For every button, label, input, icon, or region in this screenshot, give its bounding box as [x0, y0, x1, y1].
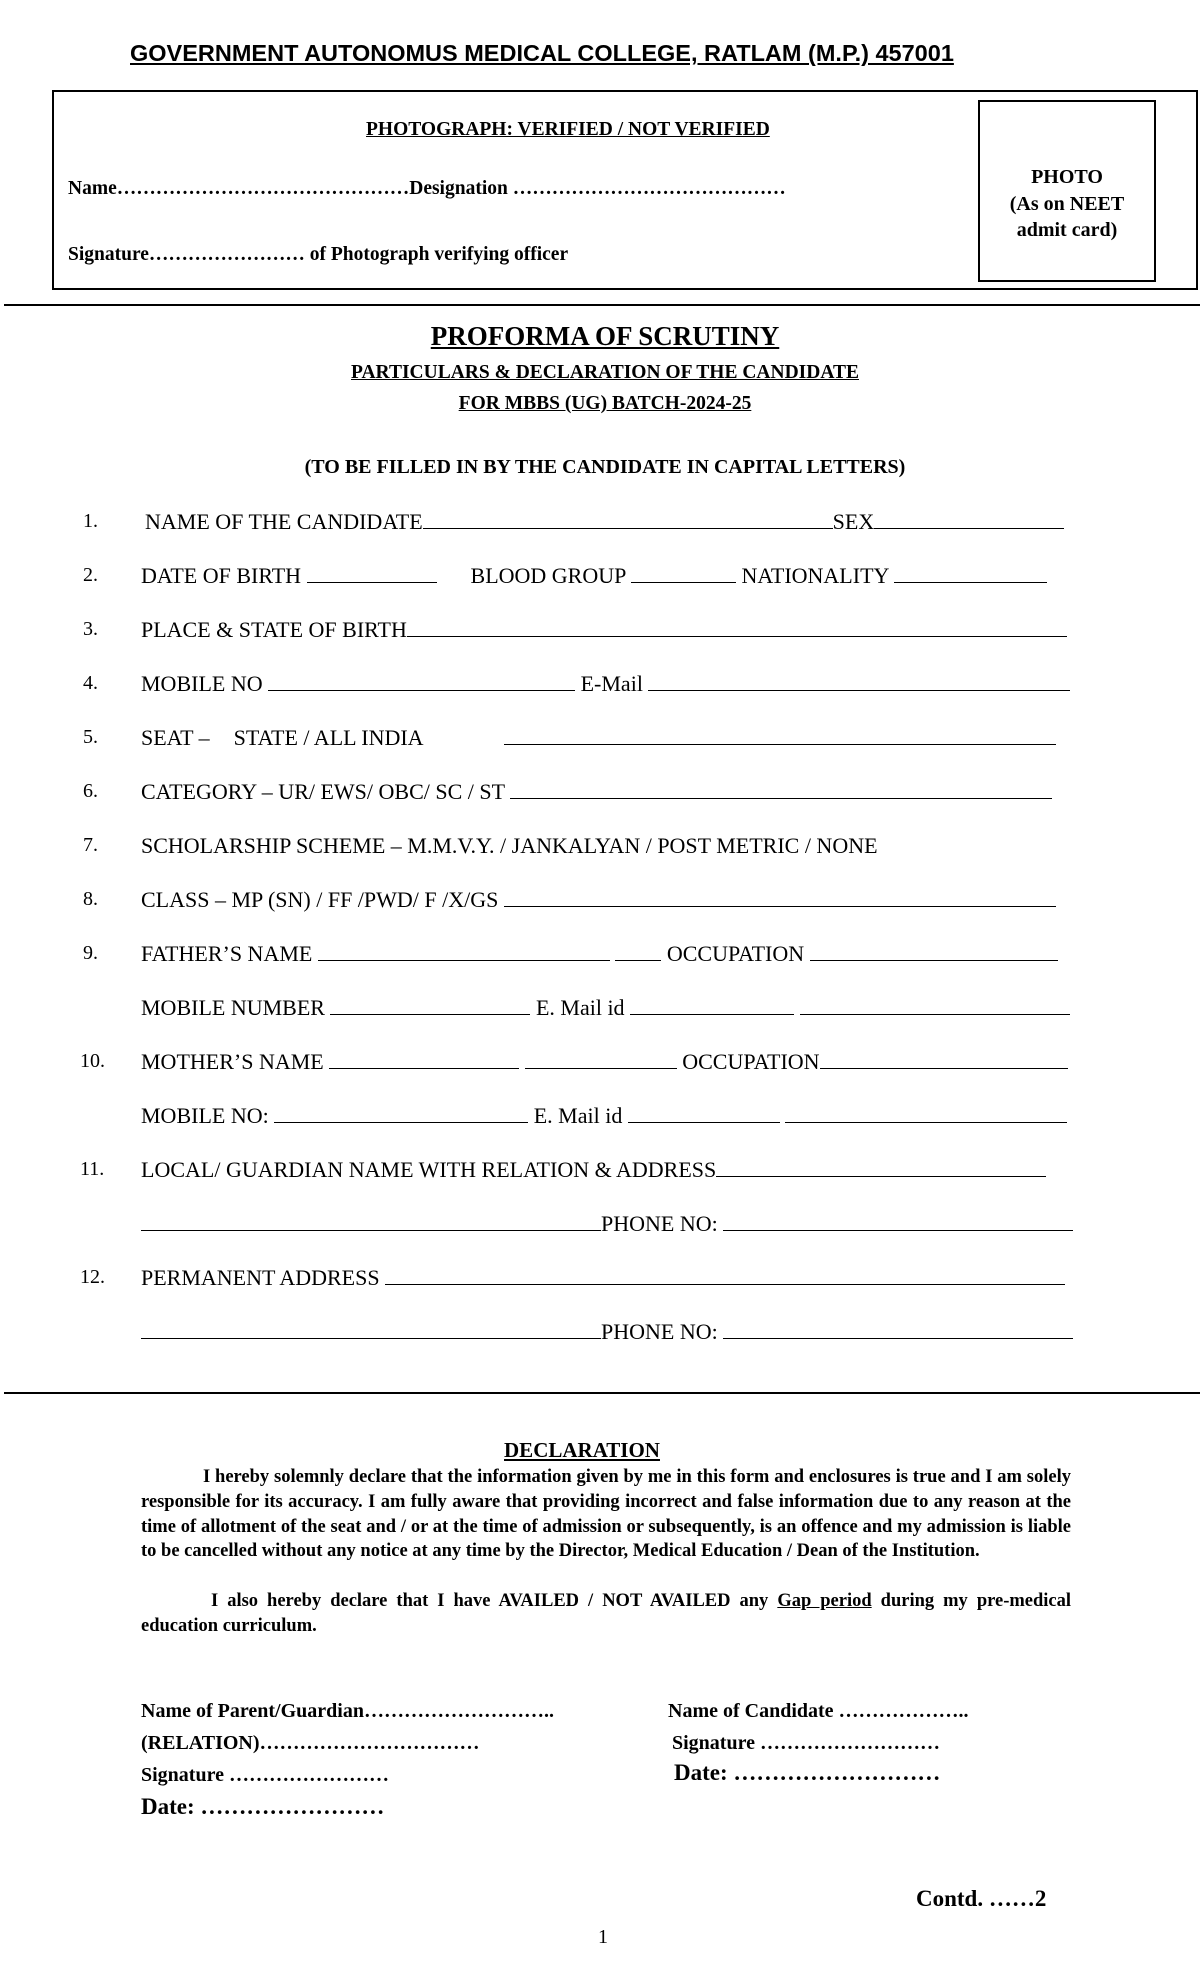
- permanent-address-field[interactable]: [141, 1265, 1065, 1291]
- field-label: CATEGORY – UR/ EWS/ OBC/ SC / ST: [141, 779, 505, 804]
- field-number: 8.: [83, 888, 98, 910]
- field-label: MOBILE NO:: [141, 1103, 269, 1128]
- field-label: PHONE NO:: [601, 1211, 718, 1236]
- field-label: MOTHER’S NAME: [141, 1049, 324, 1074]
- field-label: DATE OF BIRTH: [141, 563, 302, 588]
- field-label: OCCUPATION: [682, 1049, 820, 1074]
- scholarship-field[interactable]: [141, 833, 878, 859]
- field-label: PERMANENT ADDRESS: [141, 1265, 380, 1290]
- father-contact-field[interactable]: [141, 995, 1070, 1021]
- field-label: MOBILE NUMBER: [141, 995, 325, 1020]
- dob-blood-nationality-field[interactable]: [141, 563, 1047, 589]
- field-number: 3.: [83, 618, 98, 640]
- candidate-date[interactable]: Date: ………………………: [674, 1760, 941, 1785]
- candidate-name[interactable]: Name of Candidate ………………..: [668, 1700, 969, 1722]
- fill-instruction: (TO BE FILLED IN BY THE CANDIDATE IN CAPITAL LETTERS): [304, 456, 906, 478]
- mobile-email-field[interactable]: [141, 671, 1070, 697]
- field-label: SEAT –: [141, 725, 210, 750]
- field-label: MOBILE NO: [141, 671, 263, 696]
- divider-bottom: [4, 1392, 1200, 1394]
- field-number: 11.: [80, 1158, 105, 1180]
- declaration-title: DECLARATION: [504, 1438, 660, 1462]
- gap-period-text: Gap period: [777, 1591, 872, 1611]
- field-label: FATHER’S NAME: [141, 941, 313, 966]
- parent-name[interactable]: Name of Parent/Guardian………………………..: [141, 1700, 554, 1722]
- field-number: 7.: [83, 834, 98, 856]
- field-number: 12.: [80, 1266, 105, 1288]
- guardian-field[interactable]: [141, 1157, 1046, 1183]
- field-number: 1.: [83, 510, 98, 532]
- field-label: SEX: [832, 509, 875, 534]
- photo-label-2: (As on NEET: [1009, 193, 1125, 215]
- gap-period-declaration: I also hereby declare that I have AVAILED / NOT AVAILED any Gap period during my pre-medical education curriculum.: [141, 1591, 1072, 1636]
- continued-note: Contd. ……2: [916, 1886, 1047, 1911]
- field-number: 10.: [80, 1050, 105, 1072]
- field-label: PHONE NO:: [601, 1319, 718, 1344]
- place-of-birth-field[interactable]: [141, 617, 1067, 643]
- proforma-batch: FOR MBBS (UG) BATCH-2024-25: [458, 393, 752, 414]
- field-label: CLASS – MP (SN) / FF /PWD/ F /X/GS: [141, 887, 499, 912]
- mother-contact-field[interactable]: [141, 1103, 1067, 1129]
- field-label: E. Mail id: [533, 1103, 623, 1128]
- address-phone-field[interactable]: [141, 1319, 1073, 1345]
- verifier-name-designation: Name………………………………………Designation ……………………………………: [68, 178, 786, 199]
- guardian-phone-field[interactable]: [141, 1211, 1073, 1237]
- field-number: 5.: [83, 726, 98, 748]
- field-label: STATE / ALL INDIA: [233, 725, 424, 750]
- parent-signature[interactable]: Signature ……………………: [141, 1764, 389, 1786]
- photo-label-3: admit card): [1016, 219, 1118, 241]
- photo-box: [978, 100, 1156, 282]
- class-field[interactable]: [141, 887, 1056, 913]
- photo-label: PHOTO: [1031, 166, 1103, 188]
- field-label: NATIONALITY: [741, 563, 889, 588]
- field-label: E. Mail id: [535, 995, 625, 1020]
- field-number: 9.: [83, 942, 98, 964]
- declaration-paragraph: I hereby solemnly declare that the information given by me in this form and enclosures is true and I am solely responsible for its accuracy. I am fully aware that providing incorrect and false information due to any reason at the time of allotment of the seat and / or at the time of admission or subsequently, is an offence and my admission is liable to be cancelled without any notice at any time by the Director, Medical Education / Dean of the Institution.: [141, 1467, 1071, 1562]
- seat-field[interactable]: [141, 725, 1056, 751]
- field-number: 2.: [83, 564, 98, 586]
- field-label: PLACE & STATE OF BIRTH: [141, 617, 407, 642]
- verification-title: PHOTOGRAPH: VERIFIED / NOT VERIFIED: [366, 119, 770, 140]
- candidate-name-field[interactable]: [145, 509, 1064, 535]
- field-label: OCCUPATION: [666, 941, 805, 966]
- candidate-signature[interactable]: Signature ………………………: [672, 1732, 940, 1754]
- field-number: 4.: [83, 672, 98, 694]
- page-title: GOVERNMENT AUTONOMUS MEDICAL COLLEGE, RATLAM (M.P.) 457001: [130, 40, 954, 66]
- field-label: NAME OF THE CANDIDATE: [145, 509, 423, 534]
- page-number: 1: [598, 1926, 608, 1948]
- parent-relation[interactable]: (RELATION)……………………………: [141, 1732, 480, 1754]
- parent-date[interactable]: Date: ……………………: [141, 1794, 385, 1819]
- field-number: 6.: [83, 780, 98, 802]
- field-label: SCHOLARSHIP SCHEME – M.M.V.Y. / JANKALYAN / POST METRIC / NONE: [141, 833, 878, 858]
- field-label: LOCAL/ GUARDIAN NAME WITH RELATION & ADDRESS: [141, 1157, 717, 1182]
- divider-top: [4, 304, 1200, 306]
- father-name-field[interactable]: [141, 941, 1058, 967]
- field-label: E-Mail: [580, 671, 643, 696]
- verifier-signature: Signature…………………… of Photograph verifying officer: [68, 244, 569, 265]
- proforma-subtitle: PARTICULARS & DECLARATION OF THE CANDIDATE: [351, 362, 859, 383]
- category-field[interactable]: [141, 779, 1052, 805]
- mother-name-field[interactable]: [141, 1049, 1068, 1075]
- proforma-title: PROFORMA OF SCRUTINY: [430, 321, 780, 351]
- field-label: BLOOD GROUP: [470, 563, 626, 588]
